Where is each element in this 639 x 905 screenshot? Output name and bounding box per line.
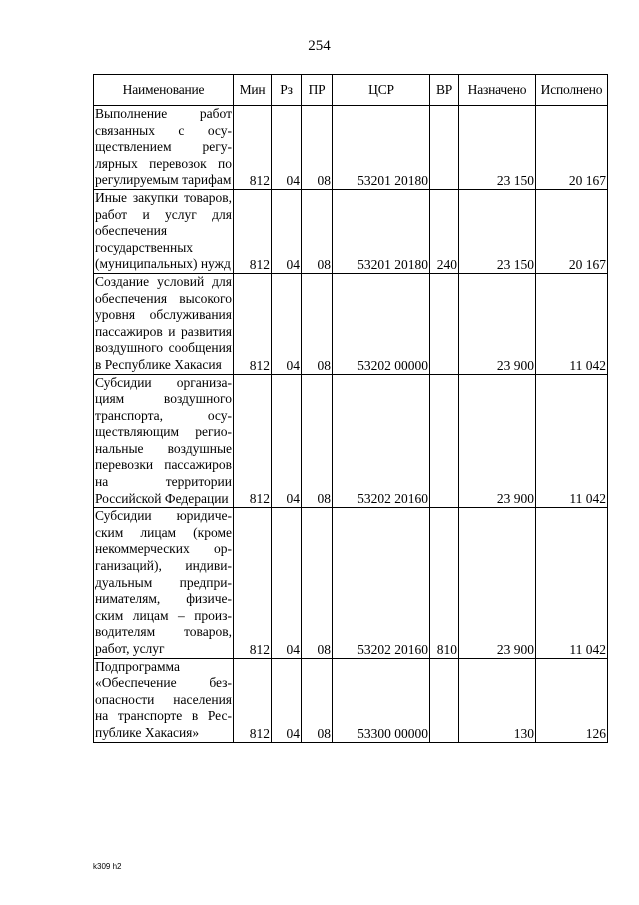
row-vr [430, 273, 459, 374]
row-executed: 20 167 [536, 189, 608, 273]
row-executed: 11 042 [536, 273, 608, 374]
row-vr: 810 [430, 508, 459, 658]
header-vr: ВР [430, 75, 459, 106]
row-rz: 04 [272, 189, 302, 273]
row-assigned: 23 900 [459, 374, 536, 508]
header-csr: ЦСР [333, 75, 430, 106]
table-row [94, 273, 608, 374]
row-rz: 04 [272, 374, 302, 508]
row-name: Субсидии организациям воздушного транспорта, осуществляющим региональные воздушные перевозки пассажиров на территории Российской Федерации [94, 374, 234, 508]
row-name: Выполнение работ связанных с осуществлением регулярных перевозок по регулируемым тарифам [94, 106, 234, 190]
row-rz: 04 [272, 273, 302, 374]
page-number: 254 [308, 38, 331, 54]
row-pr: 08 [302, 273, 333, 374]
row-min: 812 [234, 374, 272, 508]
table-row [94, 658, 608, 742]
row-rz: 04 [272, 658, 302, 742]
row-csr: 53201 20180 [333, 189, 430, 273]
row-assigned: 23 900 [459, 508, 536, 658]
table-row [94, 189, 608, 273]
header-min: Мин [234, 75, 272, 106]
row-csr: 53202 20160 [333, 374, 430, 508]
row-executed: 126 [536, 658, 608, 742]
row-csr: 53202 00000 [333, 273, 430, 374]
row-min: 812 [234, 106, 272, 190]
table-row [94, 106, 608, 190]
row-pr: 08 [302, 189, 333, 273]
row-csr: 53201 20180 [333, 106, 430, 190]
row-csr: 53300 00000 [333, 658, 430, 742]
row-vr [430, 374, 459, 508]
row-min: 812 [234, 273, 272, 374]
row-pr: 08 [302, 106, 333, 190]
row-assigned: 23 150 [459, 189, 536, 273]
footer-code: k309 h2 [93, 862, 122, 871]
header-name: Наименование [94, 75, 234, 106]
row-csr: 53202 20160 [333, 508, 430, 658]
table-row [94, 374, 608, 508]
row-pr: 08 [302, 658, 333, 742]
row-assigned: 23 900 [459, 273, 536, 374]
row-name: Создание условий для обеспечения высокого уровня обслуживания пассажиров и развития воздушного сообщения в Республике Хакасия [94, 273, 234, 374]
budget-table [93, 74, 608, 743]
row-min: 812 [234, 508, 272, 658]
row-name: Субсидии юридическим лицам (кроме некоммерческих организаций), индивидуальным предпринимателям, физическим лицам – производителям товаров, работ, услуг [94, 508, 234, 658]
row-executed: 11 042 [536, 508, 608, 658]
row-pr: 08 [302, 374, 333, 508]
row-min: 812 [234, 189, 272, 273]
row-executed: 20 167 [536, 106, 608, 190]
header-pr: ПР [302, 75, 333, 106]
row-vr [430, 106, 459, 190]
row-pr: 08 [302, 508, 333, 658]
table-row [94, 508, 608, 658]
table-header-row [94, 75, 608, 106]
row-assigned: 130 [459, 658, 536, 742]
row-assigned: 23 150 [459, 106, 536, 190]
row-min: 812 [234, 658, 272, 742]
header-executed: Исполнено [536, 75, 608, 106]
header-assigned: Назначено [459, 75, 536, 106]
row-name: Иные закупки товаров, работ и услуг для обеспечения государственных (муниципальных) нужд [94, 189, 234, 273]
row-vr: 240 [430, 189, 459, 273]
row-vr [430, 658, 459, 742]
row-name: Подпрограмма «Обеспечение безопасности населения на транспорте в Республике Хакасия» [94, 658, 234, 742]
row-rz: 04 [272, 508, 302, 658]
row-rz: 04 [272, 106, 302, 190]
header-rz: Рз [272, 75, 302, 106]
row-executed: 11 042 [536, 374, 608, 508]
